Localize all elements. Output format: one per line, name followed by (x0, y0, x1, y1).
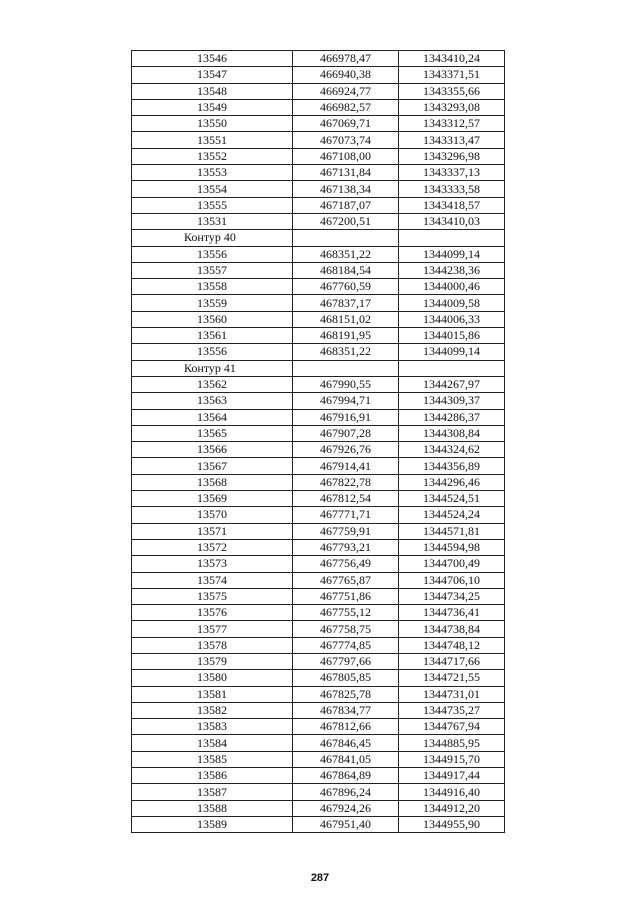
table-row (132, 213, 505, 229)
table-row (132, 51, 505, 67)
x-coordinate-cell: 467758,75 (293, 621, 399, 637)
empty-cell (293, 230, 399, 246)
table-row (132, 507, 505, 523)
y-coordinate-cell: 1343410,24 (399, 51, 505, 67)
y-coordinate-cell: 1344736,41 (399, 605, 505, 621)
point-id-cell: 13561 (132, 328, 293, 344)
table-row (132, 768, 505, 784)
y-coordinate-cell: 1344286,37 (399, 409, 505, 425)
y-coordinate-cell: 1344296,46 (399, 474, 505, 490)
point-id-cell: 13573 (132, 556, 293, 572)
point-id-cell: 13565 (132, 425, 293, 441)
x-coordinate-cell: 467812,66 (293, 719, 399, 735)
x-coordinate-cell: 466978,47 (293, 51, 399, 67)
point-id-cell: 13551 (132, 132, 293, 148)
point-id-cell: 13583 (132, 719, 293, 735)
y-coordinate-cell: 1344738,84 (399, 621, 505, 637)
point-id-cell: 13571 (132, 523, 293, 539)
x-coordinate-cell: 467864,89 (293, 768, 399, 784)
point-id-cell: 13564 (132, 409, 293, 425)
point-id-cell: 13563 (132, 393, 293, 409)
table-row (132, 686, 505, 702)
point-id-cell: 13586 (132, 768, 293, 784)
coordinates-table (131, 50, 505, 833)
point-id-cell: 13582 (132, 702, 293, 718)
x-coordinate-cell: 467951,40 (293, 816, 399, 832)
table-row (132, 702, 505, 718)
y-coordinate-cell: 1344917,44 (399, 768, 505, 784)
y-coordinate-cell: 1343313,47 (399, 132, 505, 148)
contour-label: Контур 41 (132, 360, 293, 376)
table-row (132, 262, 505, 278)
table-row (132, 116, 505, 132)
point-id-cell: 13569 (132, 491, 293, 507)
x-coordinate-cell: 467812,54 (293, 491, 399, 507)
y-coordinate-cell: 1344955,90 (399, 816, 505, 832)
y-coordinate-cell: 1343355,66 (399, 83, 505, 99)
x-coordinate-cell: 467073,74 (293, 132, 399, 148)
x-coordinate-cell: 468351,22 (293, 246, 399, 262)
y-coordinate-cell: 1344721,55 (399, 670, 505, 686)
point-id-cell: 13572 (132, 539, 293, 555)
point-id-cell: 13555 (132, 197, 293, 213)
y-coordinate-cell: 1344594,98 (399, 539, 505, 555)
point-id-cell: 13580 (132, 670, 293, 686)
y-coordinate-cell: 1344767,94 (399, 719, 505, 735)
table-row (132, 670, 505, 686)
table-row (132, 605, 505, 621)
point-id-cell: 13531 (132, 213, 293, 229)
x-coordinate-cell: 467834,77 (293, 702, 399, 718)
table-row (132, 67, 505, 83)
table-row (132, 784, 505, 800)
x-coordinate-cell: 467994,71 (293, 393, 399, 409)
y-coordinate-cell: 1344000,46 (399, 279, 505, 295)
x-coordinate-cell: 468191,95 (293, 328, 399, 344)
y-coordinate-cell: 1343296,98 (399, 148, 505, 164)
y-coordinate-cell: 1344099,14 (399, 344, 505, 360)
point-id-cell: 13556 (132, 246, 293, 262)
point-id-cell: 13547 (132, 67, 293, 83)
table-row (132, 279, 505, 295)
page-number: 287 (310, 872, 330, 884)
point-id-cell: 13558 (132, 279, 293, 295)
y-coordinate-cell: 1344267,97 (399, 376, 505, 392)
x-coordinate-cell: 467846,45 (293, 735, 399, 751)
x-coordinate-cell: 467837,17 (293, 295, 399, 311)
x-coordinate-cell: 467896,24 (293, 784, 399, 800)
x-coordinate-cell: 467755,12 (293, 605, 399, 621)
table-row (132, 653, 505, 669)
point-id-cell: 13575 (132, 588, 293, 604)
table-row (132, 83, 505, 99)
table-row (132, 376, 505, 392)
table-row (132, 800, 505, 816)
table-row (132, 735, 505, 751)
table-row (132, 344, 505, 360)
x-coordinate-cell: 467108,00 (293, 148, 399, 164)
y-coordinate-cell: 1344308,84 (399, 425, 505, 441)
y-coordinate-cell: 1344524,24 (399, 507, 505, 523)
x-coordinate-cell: 467916,91 (293, 409, 399, 425)
point-id-cell: 13574 (132, 572, 293, 588)
x-coordinate-cell: 468151,02 (293, 311, 399, 327)
y-coordinate-cell: 1344700,49 (399, 556, 505, 572)
y-coordinate-cell: 1344915,70 (399, 751, 505, 767)
y-coordinate-cell: 1344571,81 (399, 523, 505, 539)
table-row (132, 197, 505, 213)
y-coordinate-cell: 1344524,51 (399, 491, 505, 507)
x-coordinate-cell: 467751,86 (293, 588, 399, 604)
point-id-cell: 13552 (132, 148, 293, 164)
point-id-cell: 13562 (132, 376, 293, 392)
x-coordinate-cell: 467990,55 (293, 376, 399, 392)
table-row (132, 442, 505, 458)
y-coordinate-cell: 1344706,10 (399, 572, 505, 588)
table-row (132, 328, 505, 344)
point-id-cell: 13568 (132, 474, 293, 490)
table-row (132, 165, 505, 181)
y-coordinate-cell: 1344324,62 (399, 442, 505, 458)
x-coordinate-cell: 468184,54 (293, 262, 399, 278)
y-coordinate-cell: 1343410,03 (399, 213, 505, 229)
x-coordinate-cell: 467797,66 (293, 653, 399, 669)
y-coordinate-cell: 1344356,89 (399, 458, 505, 474)
table-row (132, 393, 505, 409)
x-coordinate-cell: 467771,71 (293, 507, 399, 523)
y-coordinate-cell: 1344309,37 (399, 393, 505, 409)
point-id-cell: 13579 (132, 653, 293, 669)
point-id-cell: 13584 (132, 735, 293, 751)
table-row (132, 523, 505, 539)
x-coordinate-cell: 467756,49 (293, 556, 399, 572)
x-coordinate-cell: 467924,26 (293, 800, 399, 816)
table-row (132, 181, 505, 197)
coordinates-table-body (132, 51, 505, 833)
x-coordinate-cell: 467926,76 (293, 442, 399, 458)
table-row (132, 246, 505, 262)
x-coordinate-cell: 467907,28 (293, 425, 399, 441)
table-row (132, 458, 505, 474)
table-row (132, 637, 505, 653)
table-row (132, 719, 505, 735)
contour-label: Контур 40 (132, 230, 293, 246)
y-coordinate-cell: 1344885,95 (399, 735, 505, 751)
point-id-cell: 13548 (132, 83, 293, 99)
x-coordinate-cell: 467793,21 (293, 539, 399, 555)
y-coordinate-cell: 1344099,14 (399, 246, 505, 262)
y-coordinate-cell: 1343418,57 (399, 197, 505, 213)
contour-header-row (132, 360, 505, 376)
x-coordinate-cell: 466924,77 (293, 83, 399, 99)
y-coordinate-cell: 1343312,57 (399, 116, 505, 132)
x-coordinate-cell: 467069,71 (293, 116, 399, 132)
point-id-cell: 13576 (132, 605, 293, 621)
point-id-cell: 13554 (132, 181, 293, 197)
point-id-cell: 13566 (132, 442, 293, 458)
y-coordinate-cell: 1344748,12 (399, 637, 505, 653)
table-row (132, 491, 505, 507)
x-coordinate-cell: 467914,41 (293, 458, 399, 474)
table-row (132, 572, 505, 588)
table-row (132, 425, 505, 441)
point-id-cell: 13581 (132, 686, 293, 702)
x-coordinate-cell: 467760,59 (293, 279, 399, 295)
x-coordinate-cell: 466982,57 (293, 99, 399, 115)
x-coordinate-cell: 467774,85 (293, 637, 399, 653)
contour-header-row (132, 230, 505, 246)
y-coordinate-cell: 1344717,66 (399, 653, 505, 669)
point-id-cell: 13567 (132, 458, 293, 474)
y-coordinate-cell: 1343337,13 (399, 165, 505, 181)
point-id-cell: 13577 (132, 621, 293, 637)
y-coordinate-cell: 1344912,20 (399, 800, 505, 816)
y-coordinate-cell: 1344015,86 (399, 328, 505, 344)
x-coordinate-cell: 468351,22 (293, 344, 399, 360)
table-row (132, 311, 505, 327)
table-row (132, 621, 505, 637)
point-id-cell: 13585 (132, 751, 293, 767)
point-id-cell: 13578 (132, 637, 293, 653)
y-coordinate-cell: 1344916,40 (399, 784, 505, 800)
y-coordinate-cell: 1344734,25 (399, 588, 505, 604)
table-row (132, 751, 505, 767)
x-coordinate-cell: 467822,78 (293, 474, 399, 490)
x-coordinate-cell: 466940,38 (293, 67, 399, 83)
x-coordinate-cell: 467131,84 (293, 165, 399, 181)
point-id-cell: 13587 (132, 784, 293, 800)
x-coordinate-cell: 467187,07 (293, 197, 399, 213)
x-coordinate-cell: 467825,78 (293, 686, 399, 702)
point-id-cell: 13556 (132, 344, 293, 360)
x-coordinate-cell: 467138,34 (293, 181, 399, 197)
y-coordinate-cell: 1343371,51 (399, 67, 505, 83)
x-coordinate-cell: 467841,05 (293, 751, 399, 767)
point-id-cell: 13559 (132, 295, 293, 311)
table-row (132, 99, 505, 115)
point-id-cell: 13546 (132, 51, 293, 67)
y-coordinate-cell: 1344731,01 (399, 686, 505, 702)
y-coordinate-cell: 1343333,58 (399, 181, 505, 197)
x-coordinate-cell: 467759,91 (293, 523, 399, 539)
table-row (132, 474, 505, 490)
point-id-cell: 13588 (132, 800, 293, 816)
table-row (132, 539, 505, 555)
y-coordinate-cell: 1344009,58 (399, 295, 505, 311)
x-coordinate-cell: 467765,87 (293, 572, 399, 588)
y-coordinate-cell: 1344238,36 (399, 262, 505, 278)
point-id-cell: 13570 (132, 507, 293, 523)
y-coordinate-cell: 1344006,33 (399, 311, 505, 327)
empty-cell (293, 360, 399, 376)
empty-cell (399, 360, 505, 376)
point-id-cell: 13560 (132, 311, 293, 327)
y-coordinate-cell: 1343293,08 (399, 99, 505, 115)
point-id-cell: 13549 (132, 99, 293, 115)
point-id-cell: 13550 (132, 116, 293, 132)
table-row (132, 556, 505, 572)
table-row (132, 148, 505, 164)
y-coordinate-cell: 1344735,27 (399, 702, 505, 718)
table-row (132, 295, 505, 311)
table-row (132, 816, 505, 832)
empty-cell (399, 230, 505, 246)
point-id-cell: 13589 (132, 816, 293, 832)
point-id-cell: 13553 (132, 165, 293, 181)
point-id-cell: 13557 (132, 262, 293, 278)
table-row (132, 588, 505, 604)
x-coordinate-cell: 467200,51 (293, 213, 399, 229)
table-row (132, 132, 505, 148)
x-coordinate-cell: 467805,85 (293, 670, 399, 686)
table-row (132, 409, 505, 425)
